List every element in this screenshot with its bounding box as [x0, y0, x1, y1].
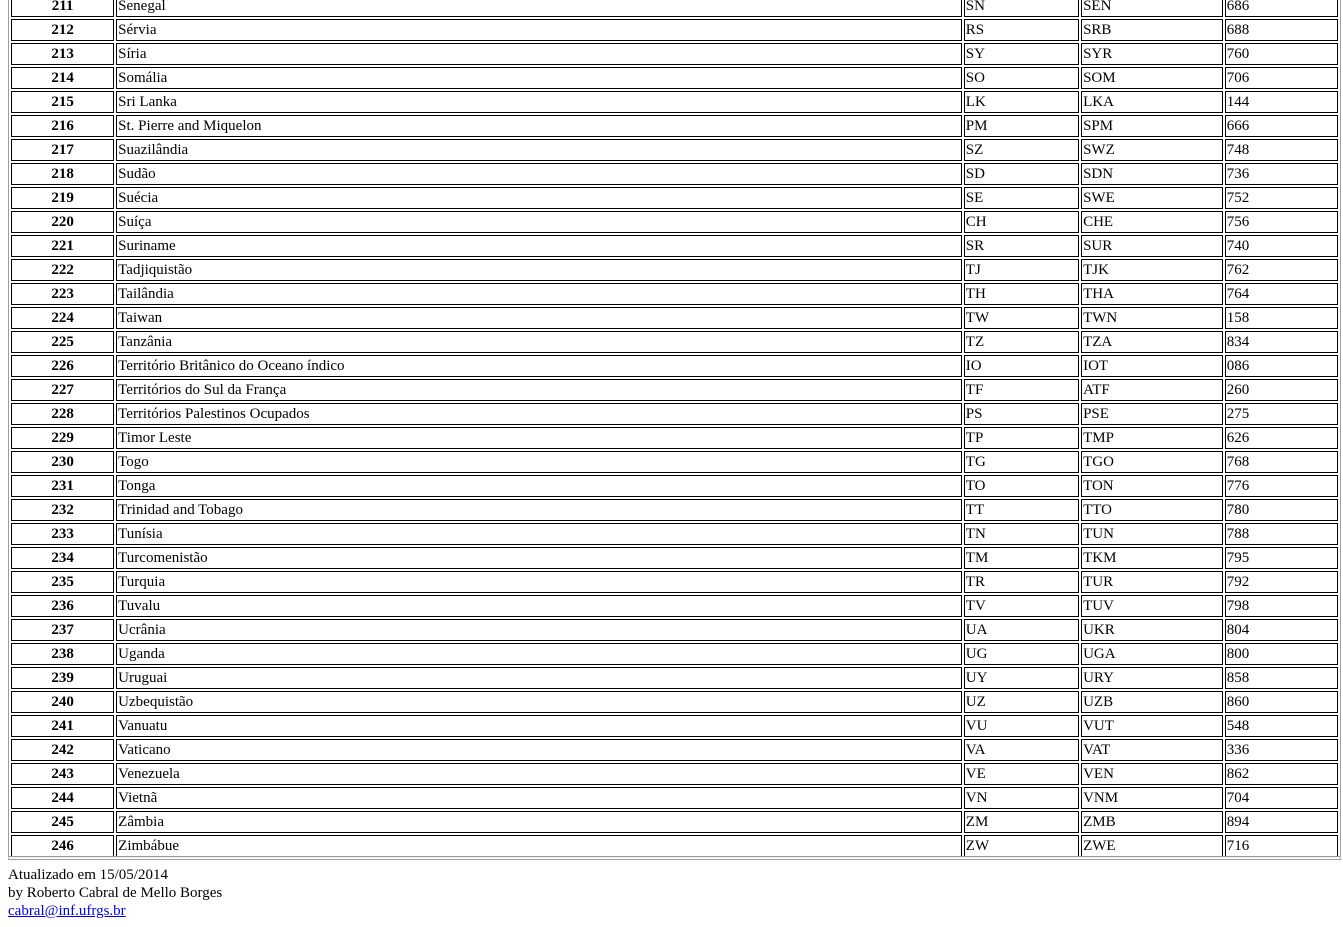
alpha3-code-cell: TKM	[1081, 547, 1223, 569]
row-number-cell: 225	[11, 331, 114, 353]
table-row	[11, 355, 1338, 377]
country-name-cell: Territórios Palestinos Ocupados	[116, 403, 962, 425]
table-row	[11, 91, 1338, 113]
alpha2-code-cell: ZW	[964, 835, 1079, 857]
numeric-code-cell: 686	[1225, 0, 1338, 17]
updated-prefix: Atualizado em	[8, 867, 100, 883]
country-name-cell: Suíça	[116, 211, 962, 233]
table-row	[11, 475, 1338, 497]
alpha2-code-cell: TR	[964, 571, 1079, 593]
numeric-code-cell: 666	[1225, 115, 1338, 137]
table-row	[11, 427, 1338, 449]
row-number-cell: 238	[11, 643, 114, 665]
row-number-cell: 240	[11, 691, 114, 713]
country-name-cell: Uganda	[116, 643, 962, 665]
country-codes-table	[8, 0, 1341, 860]
country-name-cell: St. Pierre and Miquelon	[116, 115, 962, 137]
table-row	[11, 19, 1338, 41]
numeric-code-cell: 798	[1225, 595, 1338, 617]
alpha2-code-cell: UZ	[964, 691, 1079, 713]
row-number-cell: 219	[11, 187, 114, 209]
alpha3-code-cell: SOM	[1081, 67, 1223, 89]
alpha3-code-cell: SRB	[1081, 19, 1223, 41]
numeric-code-cell: 795	[1225, 547, 1338, 569]
row-number-cell: 237	[11, 619, 114, 641]
row-number-cell: 212	[11, 19, 114, 41]
country-name-cell: Ucrânia	[116, 619, 962, 641]
alpha2-code-cell: SO	[964, 67, 1079, 89]
numeric-code-cell: 716	[1225, 835, 1338, 857]
country-name-cell: Somália	[116, 67, 962, 89]
table-row	[11, 691, 1338, 713]
table-row	[11, 499, 1338, 521]
row-number-cell: 215	[11, 91, 114, 113]
alpha2-code-cell: TT	[964, 499, 1079, 521]
alpha3-code-cell: URY	[1081, 667, 1223, 689]
numeric-code-cell: 688	[1225, 19, 1338, 41]
country-name-cell: Tanzânia	[116, 331, 962, 353]
alpha3-code-cell: SWZ	[1081, 139, 1223, 161]
footer-divider	[8, 856, 1341, 858]
row-number-cell: 218	[11, 163, 114, 185]
table-row	[11, 547, 1338, 569]
row-number-cell: 223	[11, 283, 114, 305]
row-number-cell: 245	[11, 811, 114, 833]
country-name-cell: Timor Leste	[116, 427, 962, 449]
author-line: by Roberto Cabral de Mello Borges	[8, 885, 223, 901]
table-row	[11, 619, 1338, 641]
alpha3-code-cell: TUV	[1081, 595, 1223, 617]
alpha2-code-cell: SR	[964, 235, 1079, 257]
row-number-cell: 235	[11, 571, 114, 593]
updated-line	[8, 866, 222, 884]
numeric-code-cell: 706	[1225, 67, 1338, 89]
country-name-cell: Vanuatu	[116, 715, 962, 737]
alpha2-code-cell: SD	[964, 163, 1079, 185]
alpha2-code-cell: SZ	[964, 139, 1079, 161]
numeric-code-cell: 144	[1225, 91, 1338, 113]
alpha3-code-cell: TUN	[1081, 523, 1223, 545]
numeric-code-cell: 800	[1225, 643, 1338, 665]
table-row	[11, 739, 1338, 761]
alpha3-code-cell: TGO	[1081, 451, 1223, 473]
table-row	[11, 187, 1338, 209]
alpha3-code-cell: TUR	[1081, 571, 1223, 593]
alpha2-code-cell: SE	[964, 187, 1079, 209]
numeric-code-cell: 788	[1225, 523, 1338, 545]
row-number-cell: 244	[11, 787, 114, 809]
table-row	[11, 307, 1338, 329]
row-number-cell: 227	[11, 379, 114, 401]
alpha2-code-cell: LK	[964, 91, 1079, 113]
alpha3-code-cell: CHE	[1081, 211, 1223, 233]
alpha2-code-cell: TF	[964, 379, 1079, 401]
country-name-cell: Síria	[116, 43, 962, 65]
alpha3-code-cell: SYR	[1081, 43, 1223, 65]
country-name-cell: Senegal	[116, 0, 962, 17]
country-name-cell: Turcomenistão	[116, 547, 962, 569]
alpha2-code-cell: SY	[964, 43, 1079, 65]
row-number-cell: 241	[11, 715, 114, 737]
alpha3-code-cell: VEN	[1081, 763, 1223, 785]
table-row	[11, 283, 1338, 305]
alpha2-code-cell: PS	[964, 403, 1079, 425]
alpha2-code-cell: TN	[964, 523, 1079, 545]
alpha2-code-cell: PM	[964, 115, 1079, 137]
alpha2-code-cell: TG	[964, 451, 1079, 473]
table-row	[11, 763, 1338, 785]
alpha2-code-cell: UY	[964, 667, 1079, 689]
alpha3-code-cell: TON	[1081, 475, 1223, 497]
alpha2-code-cell: TZ	[964, 331, 1079, 353]
alpha3-code-cell: ATF	[1081, 379, 1223, 401]
numeric-code-cell: 776	[1225, 475, 1338, 497]
table-row	[11, 163, 1338, 185]
numeric-code-cell: 834	[1225, 331, 1338, 353]
table-row	[11, 43, 1338, 65]
country-name-cell: Tuvalu	[116, 595, 962, 617]
table-row	[11, 403, 1338, 425]
alpha3-code-cell: PSE	[1081, 403, 1223, 425]
table-row	[11, 811, 1338, 833]
alpha2-code-cell: RS	[964, 19, 1079, 41]
numeric-code-cell: 894	[1225, 811, 1338, 833]
row-number-cell: 234	[11, 547, 114, 569]
country-name-cell: Territórios do Sul da França	[116, 379, 962, 401]
numeric-code-cell: 158	[1225, 307, 1338, 329]
alpha3-code-cell: VUT	[1081, 715, 1223, 737]
country-name-cell: Sri Lanka	[116, 91, 962, 113]
country-name-cell: Tadjiquistão	[116, 259, 962, 281]
country-name-cell: Vietnã	[116, 787, 962, 809]
country-codes-table-body	[11, 0, 1338, 857]
country-name-cell: Tonga	[116, 475, 962, 497]
table-row	[11, 571, 1338, 593]
alpha2-code-cell: TM	[964, 547, 1079, 569]
country-name-cell: Trinidad and Tobago	[116, 499, 962, 521]
country-name-cell: Uruguai	[116, 667, 962, 689]
country-table-wrapper	[8, 0, 1341, 860]
table-row	[11, 115, 1338, 137]
numeric-code-cell: 768	[1225, 451, 1338, 473]
alpha2-code-cell: TH	[964, 283, 1079, 305]
row-number-cell: 243	[11, 763, 114, 785]
alpha3-code-cell: SUR	[1081, 235, 1223, 257]
table-row	[11, 331, 1338, 353]
country-name-cell: Zimbábue	[116, 835, 962, 857]
numeric-code-cell: 086	[1225, 355, 1338, 377]
alpha3-code-cell: THA	[1081, 283, 1223, 305]
row-number-cell: 232	[11, 499, 114, 521]
alpha3-code-cell: SDN	[1081, 163, 1223, 185]
row-number-cell: 214	[11, 67, 114, 89]
numeric-code-cell: 260	[1225, 379, 1338, 401]
table-row	[11, 667, 1338, 689]
alpha3-code-cell: LKA	[1081, 91, 1223, 113]
country-name-cell: Tailândia	[116, 283, 962, 305]
alpha2-code-cell: CH	[964, 211, 1079, 233]
alpha2-code-cell: VA	[964, 739, 1079, 761]
alpha2-code-cell: UA	[964, 619, 1079, 641]
numeric-code-cell: 275	[1225, 403, 1338, 425]
table-row	[11, 451, 1338, 473]
table-row	[11, 0, 1338, 17]
numeric-code-cell: 762	[1225, 259, 1338, 281]
alpha2-code-cell: TJ	[964, 259, 1079, 281]
country-name-cell: Vaticano	[116, 739, 962, 761]
country-name-cell: Tunísia	[116, 523, 962, 545]
row-number-cell: 226	[11, 355, 114, 377]
table-row	[11, 211, 1338, 233]
table-row	[11, 787, 1338, 809]
row-number-cell: 239	[11, 667, 114, 689]
email-link[interactable]: cabral@inf.ufrgs.br	[8, 903, 126, 919]
alpha2-code-cell: SN	[964, 0, 1079, 17]
table-row	[11, 715, 1338, 737]
row-number-cell: 230	[11, 451, 114, 473]
updated-date: 15/05/2014	[99, 867, 168, 883]
row-number-cell: 229	[11, 427, 114, 449]
alpha2-code-cell: VU	[964, 715, 1079, 737]
numeric-code-cell: 780	[1225, 499, 1338, 521]
row-number-cell: 213	[11, 43, 114, 65]
numeric-code-cell: 740	[1225, 235, 1338, 257]
row-number-cell: 216	[11, 115, 114, 137]
numeric-code-cell: 336	[1225, 739, 1338, 761]
alpha3-code-cell: SWE	[1081, 187, 1223, 209]
row-number-cell: 222	[11, 259, 114, 281]
numeric-code-cell: 736	[1225, 163, 1338, 185]
numeric-code-cell: 548	[1225, 715, 1338, 737]
alpha2-code-cell: VE	[964, 763, 1079, 785]
country-name-cell: Taiwan	[116, 307, 962, 329]
alpha2-code-cell: IO	[964, 355, 1079, 377]
country-name-cell: Suazilândia	[116, 139, 962, 161]
alpha3-code-cell: VNM	[1081, 787, 1223, 809]
country-name-cell: Zâmbia	[116, 811, 962, 833]
row-number-cell: 242	[11, 739, 114, 761]
row-number-cell: 246	[11, 835, 114, 857]
numeric-code-cell: 804	[1225, 619, 1338, 641]
alpha3-code-cell: TJK	[1081, 259, 1223, 281]
row-number-cell: 233	[11, 523, 114, 545]
row-number-cell: 220	[11, 211, 114, 233]
alpha3-code-cell: VAT	[1081, 739, 1223, 761]
alpha3-code-cell: TZA	[1081, 331, 1223, 353]
table-row	[11, 835, 1338, 857]
alpha3-code-cell: TWN	[1081, 307, 1223, 329]
alpha3-code-cell: ZMB	[1081, 811, 1223, 833]
alpha2-code-cell: TO	[964, 475, 1079, 497]
numeric-code-cell: 760	[1225, 43, 1338, 65]
alpha3-code-cell: IOT	[1081, 355, 1223, 377]
table-row	[11, 379, 1338, 401]
numeric-code-cell: 752	[1225, 187, 1338, 209]
alpha2-code-cell: ZM	[964, 811, 1079, 833]
numeric-code-cell: 764	[1225, 283, 1338, 305]
row-number-cell: 231	[11, 475, 114, 497]
alpha3-code-cell: TMP	[1081, 427, 1223, 449]
numeric-code-cell: 862	[1225, 763, 1338, 785]
table-row	[11, 595, 1338, 617]
page-footer	[8, 866, 222, 920]
table-row	[11, 235, 1338, 257]
country-name-cell: Território Britânico do Oceano índico	[116, 355, 962, 377]
country-name-cell: Turquia	[116, 571, 962, 593]
country-name-cell: Sudão	[116, 163, 962, 185]
alpha2-code-cell: TP	[964, 427, 1079, 449]
alpha2-code-cell: TW	[964, 307, 1079, 329]
country-name-cell: Suécia	[116, 187, 962, 209]
email-line	[8, 902, 222, 920]
country-name-cell: Togo	[116, 451, 962, 473]
row-number-cell: 224	[11, 307, 114, 329]
row-number-cell: 217	[11, 139, 114, 161]
alpha2-code-cell: VN	[964, 787, 1079, 809]
numeric-code-cell: 748	[1225, 139, 1338, 161]
row-number-cell: 211	[11, 0, 114, 17]
row-number-cell: 228	[11, 403, 114, 425]
numeric-code-cell: 792	[1225, 571, 1338, 593]
table-row	[11, 643, 1338, 665]
numeric-code-cell: 860	[1225, 691, 1338, 713]
table-row	[11, 523, 1338, 545]
alpha2-code-cell: UG	[964, 643, 1079, 665]
country-name-cell: Uzbequistão	[116, 691, 962, 713]
numeric-code-cell: 704	[1225, 787, 1338, 809]
alpha3-code-cell: SEN	[1081, 0, 1223, 17]
country-name-cell: Venezuela	[116, 763, 962, 785]
numeric-code-cell: 756	[1225, 211, 1338, 233]
alpha3-code-cell: ZWE	[1081, 835, 1223, 857]
numeric-code-cell: 626	[1225, 427, 1338, 449]
alpha3-code-cell: TTO	[1081, 499, 1223, 521]
country-name-cell: Suriname	[116, 235, 962, 257]
alpha3-code-cell: UGA	[1081, 643, 1223, 665]
country-name-cell: Sérvia	[116, 19, 962, 41]
table-row	[11, 67, 1338, 89]
table-row	[11, 259, 1338, 281]
row-number-cell: 236	[11, 595, 114, 617]
alpha3-code-cell: UKR	[1081, 619, 1223, 641]
alpha3-code-cell: UZB	[1081, 691, 1223, 713]
alpha2-code-cell: TV	[964, 595, 1079, 617]
row-number-cell: 221	[11, 235, 114, 257]
table-row	[11, 139, 1338, 161]
alpha3-code-cell: SPM	[1081, 115, 1223, 137]
numeric-code-cell: 858	[1225, 667, 1338, 689]
